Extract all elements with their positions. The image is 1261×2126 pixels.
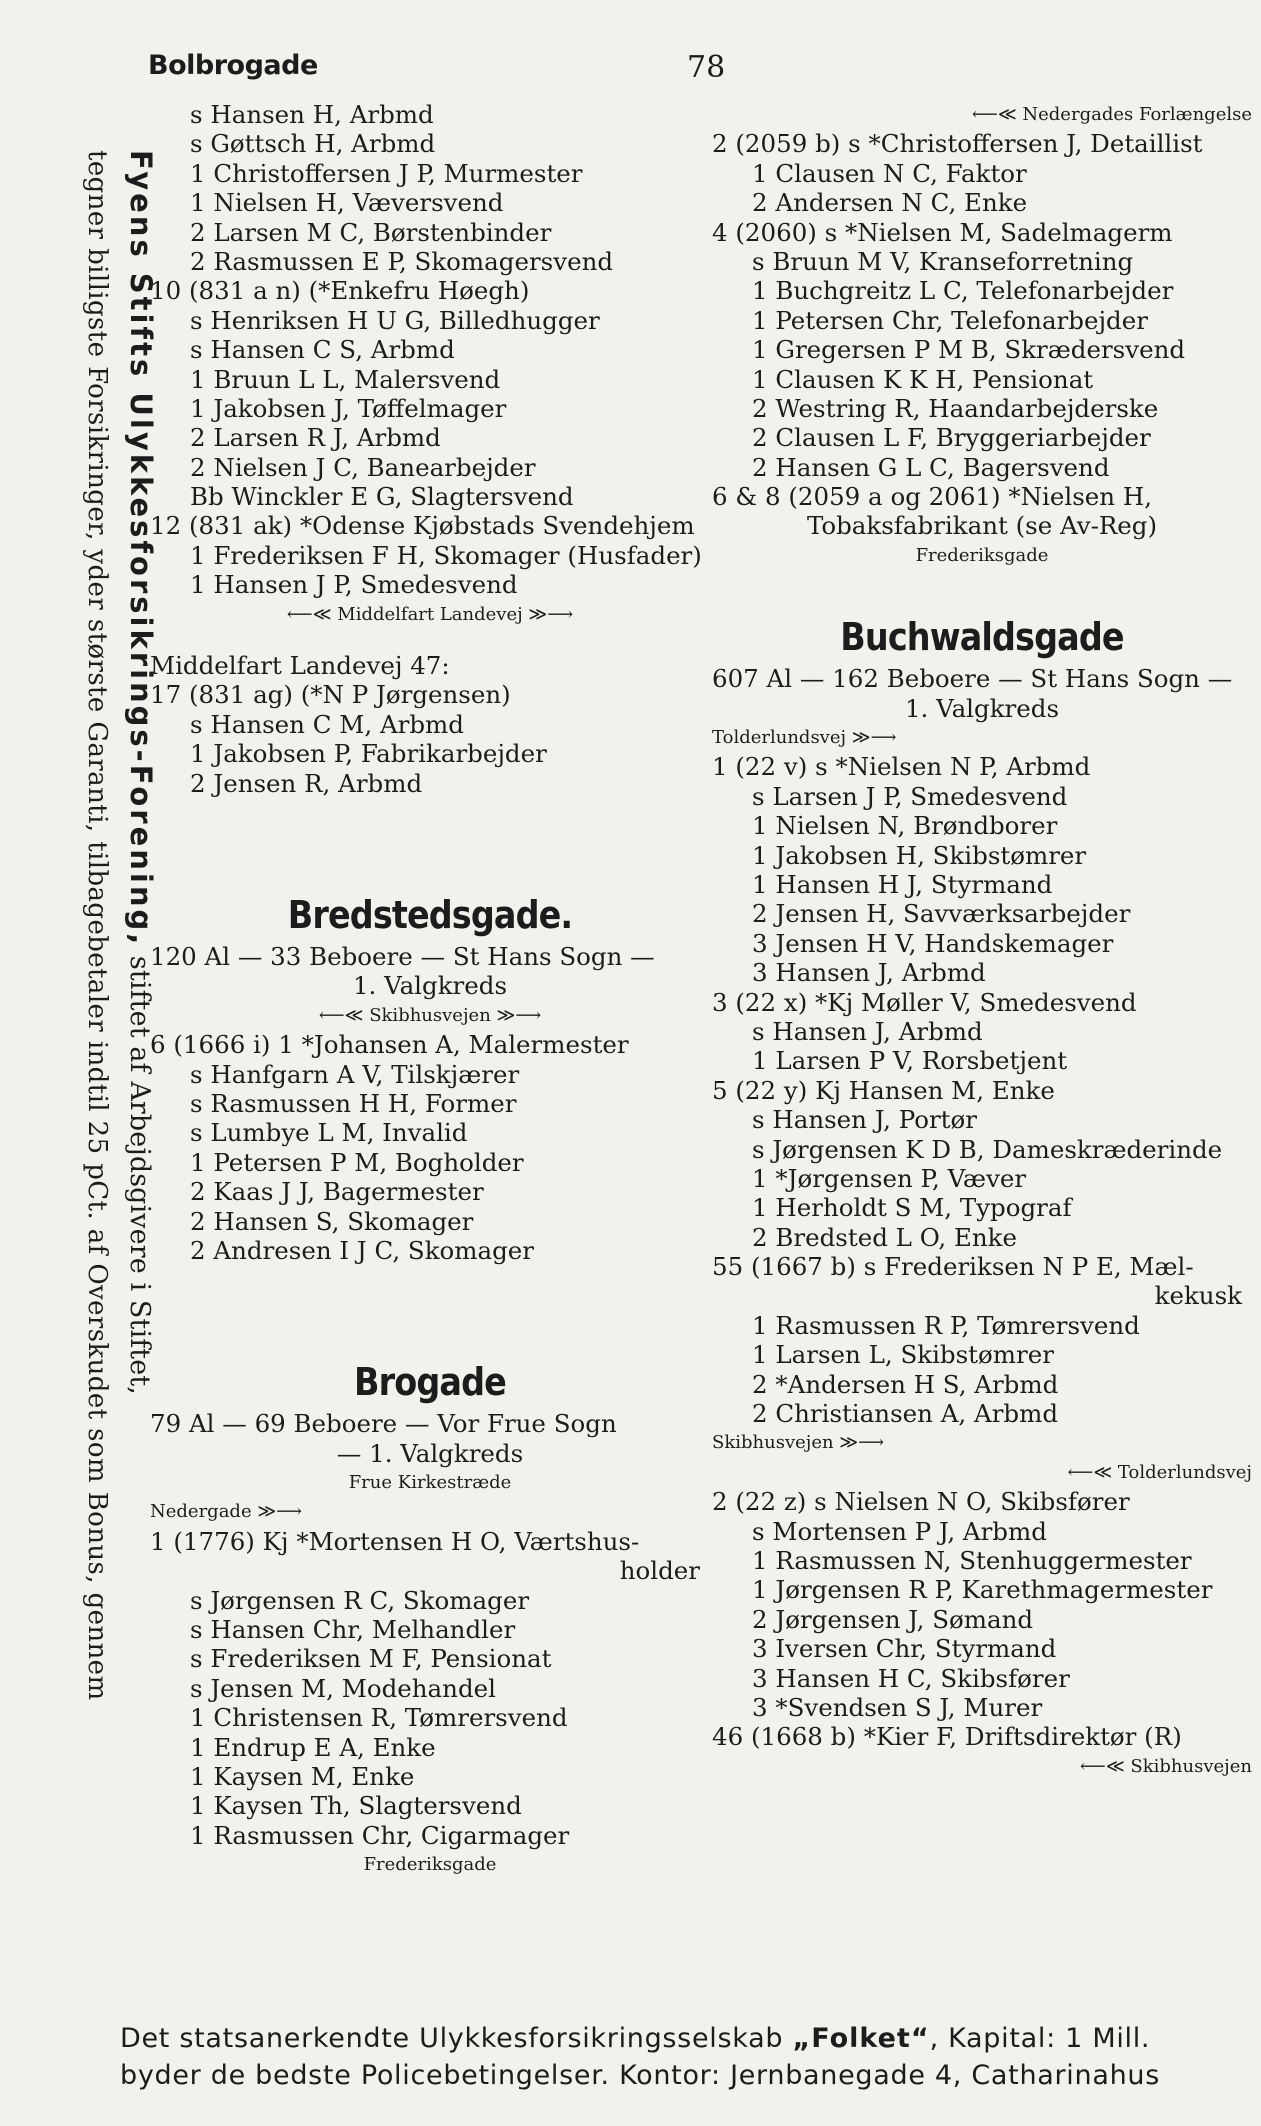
directory-entry: 2 Kaas J J, Bagermester	[190, 1177, 484, 1207]
directory-entry: s Hansen C S, Arbmd	[190, 335, 455, 365]
directory-entry: 3 Iversen Chr, Styrmand	[752, 1634, 1057, 1664]
directory-entry: 1 Frederiksen F H, Skomager (Husfader)	[190, 540, 702, 570]
directory-entry: s Gøttsch H, Arbmd	[190, 129, 436, 159]
directory-entry: 2 Clausen L F, Bryggeriarbejder	[752, 423, 1151, 453]
directory-entry: 1 (1776) Kj *Mortensen H O, Værtshus-	[150, 1526, 640, 1556]
cross-street-marker: Nedergade ≫⟶	[150, 1501, 302, 1523]
street-info: Tobaksfabrikant (se Av-Reg)	[806, 511, 1158, 541]
street-heading: Buchwaldsgade	[840, 615, 1124, 660]
directory-entry: Middelfart Landevej 47:	[150, 651, 450, 681]
directory-entry: 3 (22 x) *Kj Møller V, Smedesvend	[712, 987, 1137, 1017]
directory-entry: 1 Rasmussen Chr, Cigarmager	[190, 1820, 570, 1850]
street-info: 1. Valgkreds	[352, 971, 508, 1001]
spacer	[150, 798, 710, 888]
side-ad-title: Fyens Stifts Ulykkesforsikrings-Forening,	[124, 150, 158, 948]
directory-entry: 2 Jensen H, Savværksarbejder	[752, 899, 1131, 929]
directory-entry: 1 Buchgreitz L C, Telefonarbejder	[752, 276, 1174, 306]
spacer	[150, 1265, 710, 1355]
cross-street-marker: ⟵≪ Middelfart Landevej ≫⟶	[286, 603, 574, 625]
left-column	[150, 100, 710, 1880]
directory-entry: 2 Hansen S, Skomager	[190, 1206, 474, 1236]
directory-entry: s Hansen J, Arbmd	[752, 1016, 983, 1046]
directory-entry: 3 Hansen J, Arbmd	[752, 958, 986, 988]
directory-entry: 46 (1668 b) *Kier F, Driftsdirektør (R)	[712, 1722, 1182, 1752]
cross-street-marker: ⟵≪ Tolderlundsvej	[1067, 1461, 1252, 1483]
directory-entry: 1 Petersen P M, Bogholder	[190, 1147, 524, 1177]
directory-entry: s Hansen J, Portør	[752, 1105, 977, 1135]
directory-entry: 1 Endrup E A, Enke	[190, 1732, 436, 1762]
directory-entry: 1 Clausen N C, Faktor	[752, 158, 1027, 188]
cross-street-marker: ⟵≪ Nedergades Forlængelse	[972, 104, 1252, 125]
directory-entry: 1 (22 v) s *Nielsen N P, Arbmd	[712, 752, 1091, 782]
directory-entry: 1 Christensen R, Tømrersvend	[190, 1703, 568, 1733]
directory-entry: 1 Larsen L, Skibstømrer	[752, 1340, 1054, 1370]
directory-entry: 1 Jørgensen R P, Karethmagermester	[752, 1575, 1213, 1605]
directory-entry: 1 Rasmussen R P, Tømrersvend	[752, 1310, 1140, 1340]
directory-entry: s Jørgensen R C, Skomager	[190, 1585, 530, 1615]
footer-line-1	[120, 2020, 1261, 2057]
directory-entry: 1 Christoffersen J P, Murmester	[190, 158, 583, 188]
directory-entry: s Hansen C M, Arbmd	[190, 709, 464, 739]
directory-entry: 3 Jensen H V, Handskemager	[752, 928, 1114, 958]
side-ad-line-1-rest: stiftet af Arbejdsgivere i Stiftet,	[124, 947, 155, 1395]
directory-entry: 2 Hansen G L C, Bagersvend	[752, 452, 1110, 482]
side-ad-line-2: tegner billigste Forsikringer, yder største Garanti, tilbagebetaler indtil 25 pCt. af Overskudet som Bonus, gennem	[82, 150, 112, 1701]
directory-entry: 6 & 8 (2059 a og 2061) *Nielsen H,	[712, 482, 1153, 512]
cross-street-marker: ⟵≪ Skibhusvejen ≫⟶	[318, 1004, 542, 1026]
directory-entry: 1 Larsen P V, Rorsbetjent	[752, 1046, 1068, 1076]
directory-entry: 2 Rasmussen E P, Skomagersvend	[190, 246, 614, 276]
directory-entry: holder	[619, 1556, 700, 1586]
directory-entry: 2 Bredsted L O, Enke	[752, 1222, 1017, 1252]
directory-entry: 1 Clausen K K H, Pensionat	[752, 364, 1094, 394]
directory-entry: 5 (22 y) Kj Hansen M, Enke	[712, 1075, 1055, 1105]
directory-entry: 607 Al — 162 Beboere — St Hans Sogn —	[712, 664, 1233, 694]
footer-line-1-a: Det statsanerkendte Ulykkesforsikringsselskab	[120, 2023, 793, 2054]
cross-street-marker: Tolderlundsvej ≫⟶	[712, 727, 897, 749]
directory-entry: s Frederiksen M F, Pensionat	[190, 1644, 552, 1674]
directory-entry: 1 Hansen H J, Styrmand	[752, 869, 1053, 899]
side-advertisement	[42, 150, 162, 1950]
directory-entry: 2 Jensen R, Arbmd	[190, 768, 423, 798]
directory-entry: 17 (831 ag) (*N P Jørgensen)	[150, 680, 511, 710]
directory-entry: 1 Hansen J P, Smedesvend	[190, 570, 518, 600]
directory-entry: 55 (1667 b) s Frederiksen N P E, Mæl-	[712, 1252, 1194, 1282]
right-column	[712, 100, 1252, 1781]
directory-entry: 2 Westring R, Haandarbejderske	[752, 393, 1159, 423]
cross-street-marker: Frederiksgade	[363, 1854, 497, 1876]
directory-entry: s Bruun M V, Kranseforretning	[752, 246, 1134, 276]
directory-entry: kekusk	[1154, 1281, 1242, 1311]
directory-entry: s Rasmussen H H, Former	[190, 1088, 517, 1118]
spacer	[712, 570, 1252, 610]
running-head: Bolbrogade	[148, 50, 318, 81]
directory-entry: 10 (831 a n) (*Enkefru Høegh)	[150, 276, 530, 306]
directory-entry: s Hanfgarn A V, Tilskjærer	[190, 1059, 520, 1089]
street-info: 1. Valgkreds	[904, 693, 1060, 723]
directory-entry: s Jensen M, Modehandel	[190, 1673, 496, 1703]
footer-line-2: byder de bedste Policebetingelser. Kontor: Jernbanegade 4, Catharinahus	[120, 2060, 1160, 2091]
directory-entry: 1 Herholdt S M, Typograf	[752, 1193, 1072, 1223]
directory-entry: 2 (2059 b) s *Christoffersen J, Detaillist	[712, 129, 1203, 159]
directory-entry: 2 Andersen N C, Enke	[752, 188, 1028, 218]
directory-entry: s Mortensen P J, Arbmd	[752, 1516, 1047, 1546]
cross-street-marker: Skibhusvejen ≫⟶	[712, 1432, 884, 1454]
directory-entry: 1 Kaysen M, Enke	[190, 1761, 415, 1791]
street-heading: Bredstedsgade.	[287, 892, 573, 937]
directory-entry: 1 Jakobsen J, Tøffelmager	[190, 393, 507, 423]
directory-entry: s Henriksen H U G, Billedhugger	[190, 305, 600, 335]
spacer	[150, 629, 710, 651]
directory-entry: 2 Larsen M C, Børstenbinder	[190, 217, 552, 247]
directory-entry: Bb Winckler E G, Slagtersvend	[190, 482, 574, 512]
directory-entry: 2 Larsen R J, Arbmd	[190, 423, 441, 453]
footer-advertisement	[120, 2020, 1261, 2094]
directory-entry: 1 Kaysen Th, Slagtersvend	[190, 1791, 522, 1821]
street-info: — 1. Valgkreds	[336, 1438, 524, 1468]
directory-entry: 3 Hansen H C, Skibsfører	[752, 1663, 1070, 1693]
footer-line-1-c: , Kapital: 1 Mill.	[929, 2023, 1151, 2054]
directory-entry: 3 *Svendsen S J, Murer	[752, 1692, 1043, 1722]
directory-entry: 1 Rasmussen N, Stenhuggermester	[752, 1545, 1192, 1575]
directory-entry: 1 *Jørgensen P, Væver	[752, 1163, 1027, 1193]
cross-street-marker: Frue Kirkestræde	[348, 1472, 512, 1494]
directory-entry: 1 Nielsen H, Væversvend	[190, 188, 504, 218]
directory-entry: 2 *Andersen H S, Arbmd	[752, 1369, 1059, 1399]
directory-entry: s Lumbye L M, Invalid	[190, 1118, 468, 1148]
directory-entry: 2 Andresen I J C, Skomager	[190, 1235, 535, 1265]
directory-entry: 1 Petersen Chr, Telefonarbejder	[752, 305, 1148, 335]
footer-company-name: „Folket“	[792, 2023, 930, 2054]
street-heading: Brogade	[354, 1360, 506, 1405]
directory-entry: 79 Al — 69 Beboere — Vor Frue Sogn	[150, 1409, 617, 1439]
directory-entry: 1 Gregersen P M B, Skrædersvend	[752, 335, 1186, 365]
directory-entry: 1 Jakobsen H, Skibstømrer	[752, 840, 1087, 870]
directory-entry: 2 Nielsen J C, Banearbejder	[190, 452, 536, 482]
directory-entry: 120 Al — 33 Beboere — St Hans Sogn —	[150, 941, 655, 971]
directory-entry: s Jørgensen K D B, Dameskræderinde	[752, 1134, 1223, 1164]
directory-entry: s Hansen Chr, Melhandler	[190, 1615, 516, 1645]
directory-entry: 4 (2060) s *Nielsen M, Sadelmagerm	[712, 217, 1173, 247]
page-number: 78	[687, 50, 726, 85]
directory-entry: 2 (22 z) s Nielsen N O, Skibsfører	[712, 1487, 1130, 1517]
directory-entry: 2 Jørgensen J, Sømand	[752, 1604, 1034, 1634]
directory-entry: 2 Christiansen A, Arbmd	[752, 1399, 1058, 1429]
directory-entry: 12 (831 ak) *Odense Kjøbstads Svendehjem	[150, 511, 695, 541]
directory-entry: 1 Bruun L L, Malersvend	[190, 364, 501, 394]
directory-entry: 6 (1666 i) 1 *Johansen A, Malermester	[150, 1030, 629, 1060]
cross-street-marker: ⟵≪ Skibhusvejen	[1080, 1755, 1252, 1777]
directory-entry: 1 Jakobsen P, Fabrikarbejder	[190, 739, 547, 769]
page-header	[0, 50, 1261, 90]
directory-entry: 1 Nielsen N, Brøndborer	[752, 811, 1058, 841]
directory-entry: s Hansen H, Arbmd	[190, 100, 434, 129]
cross-street-marker: Frederiksgade	[915, 544, 1049, 566]
directory-entry: s Larsen J P, Smedesvend	[752, 781, 1068, 811]
